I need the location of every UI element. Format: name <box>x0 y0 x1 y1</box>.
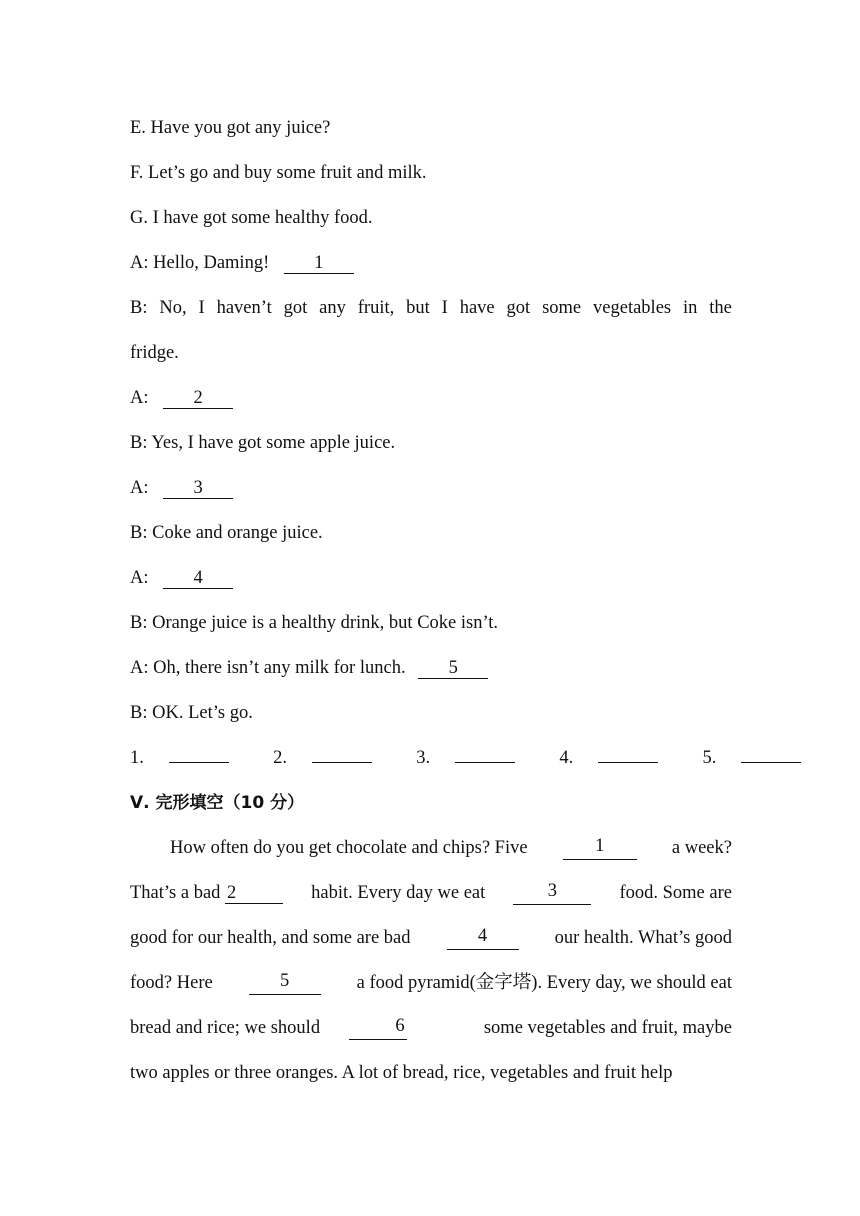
dialogue-word: but <box>406 298 430 318</box>
blank-2[interactable]: 2 <box>163 388 233 409</box>
blank-4[interactable]: 4 <box>163 568 233 589</box>
dialogue-line-9 <box>130 656 488 680</box>
cloze-blank-4[interactable]: 4 <box>447 926 519 950</box>
passage-line-3 <box>130 926 732 950</box>
dialogue-line-2-cont: fridge. <box>130 343 179 363</box>
passage-line-5 <box>130 1016 732 1040</box>
dialogue-line-6: B: Coke and orange juice. <box>130 523 323 543</box>
section-heading: Ⅴ. 完形填空（10 分） <box>130 793 305 813</box>
dialogue-text: A: <box>130 568 149 588</box>
dialogue-word: vegetables <box>593 298 672 318</box>
passage-text: How often do you get chocolate and chips? Five <box>170 838 528 858</box>
dialogue-line-2 <box>130 296 732 320</box>
dialogue-word: have <box>459 298 495 318</box>
answer-4[interactable]: 4. <box>559 746 678 770</box>
passage-text: some vegetables and fruit, maybe <box>483 1018 732 1038</box>
dialogue-text: A: Hello, Daming! <box>130 253 270 273</box>
passage-text: two apples or three oranges. A lot of bread, rice, vegetables and fruit help <box>130 1063 673 1083</box>
blank-3[interactable]: 3 <box>163 478 233 499</box>
dialogue-word: B: <box>130 298 148 318</box>
dialogue-word: haven’t <box>216 298 272 318</box>
dialogue-word: got <box>283 298 308 318</box>
dialogue-word: I <box>198 298 205 318</box>
dialogue-text: A: <box>130 388 149 408</box>
dialogue-word: some <box>542 298 582 318</box>
answer-2[interactable]: 2. <box>273 746 392 770</box>
dialogue-word: fruit, <box>357 298 395 318</box>
dialogue-line-3 <box>130 386 233 410</box>
dialogue-word: any <box>319 298 346 318</box>
passage-text: That’s a bad <box>130 883 221 903</box>
cloze-blank-1[interactable]: 1 <box>563 836 637 860</box>
passage-text: food. Some are <box>619 883 732 903</box>
answer-row <box>130 746 841 770</box>
passage-line-1 <box>130 836 732 860</box>
answer-5[interactable]: 5. <box>703 746 822 770</box>
dialogue-text: A: <box>130 478 149 498</box>
option-g: G. I have got some healthy food. <box>130 208 373 228</box>
dialogue-line-5 <box>130 476 233 500</box>
dialogue-line-4: B: Yes, I have got some apple juice. <box>130 433 396 453</box>
answer-1[interactable]: 1. <box>130 746 249 770</box>
cloze-blank-2[interactable]: 2 <box>225 883 283 904</box>
passage-text: our health. What’s good <box>554 928 732 948</box>
dialogue-word: No, <box>159 298 187 318</box>
passage-text: a week? <box>671 838 732 858</box>
cloze-blank-3[interactable]: 3 <box>513 881 591 905</box>
option-f: F. Let’s go and buy some fruit and milk. <box>130 163 427 183</box>
dialogue-line-10: B: OK. Let’s go. <box>130 703 253 723</box>
option-e: E. Have you got any juice? <box>130 118 331 138</box>
passage-text: bread and rice; we should <box>130 1018 321 1038</box>
cloze-blank-5[interactable]: 5 <box>249 971 321 995</box>
dialogue-line-8: B: Orange juice is a healthy drink, but Coke isn’t. <box>130 613 499 633</box>
dialogue-word: the <box>709 298 732 318</box>
answer-3[interactable]: 3. <box>416 746 535 770</box>
passage-line-4 <box>130 971 732 995</box>
dialogue-word: in <box>683 298 698 318</box>
passage-text: a food pyramid(金字塔). Every day, we should eat <box>356 973 732 993</box>
dialogue-line-7 <box>130 566 233 590</box>
dialogue-word: I <box>441 298 448 318</box>
dialogue-word: got <box>506 298 531 318</box>
cloze-blank-6[interactable]: 6 <box>349 1016 407 1040</box>
passage-text: habit. Every day we eat <box>311 883 486 903</box>
dialogue-text: A: Oh, there isn’t any milk for lunch. <box>130 658 406 678</box>
passage-text: good for our health, and some are bad <box>130 928 411 948</box>
passage-line-2 <box>130 881 732 905</box>
passage-line-6 <box>130 1061 732 1085</box>
dialogue-line-1 <box>130 251 354 275</box>
blank-5[interactable]: 5 <box>418 658 488 679</box>
passage-text: food? Here <box>130 973 213 993</box>
blank-1[interactable]: 1 <box>284 253 354 274</box>
